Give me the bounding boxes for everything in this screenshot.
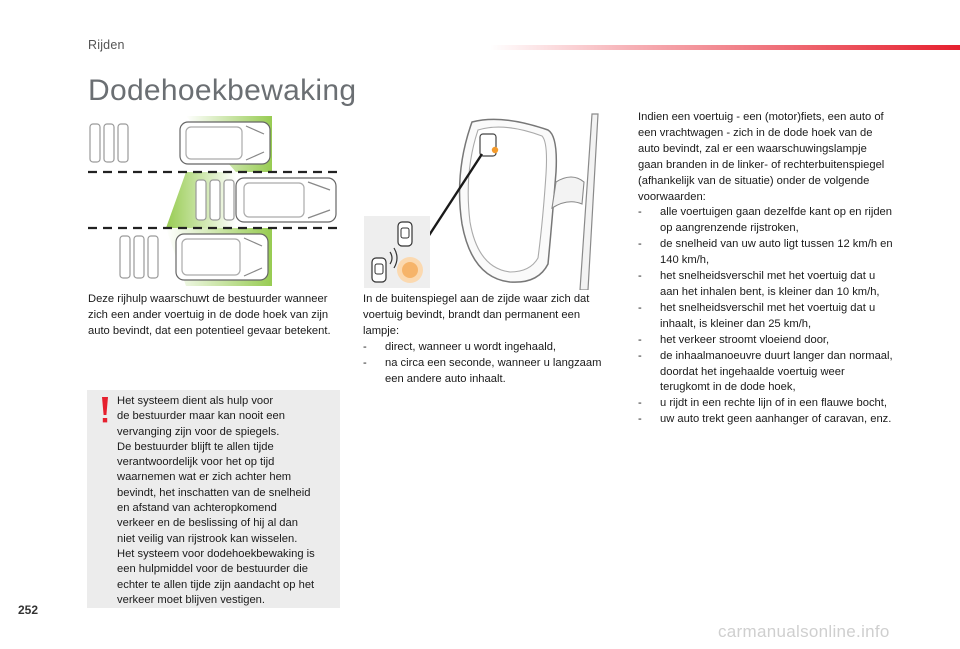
warning-line: verkeer moet blijven vestigen. bbox=[117, 593, 265, 606]
list-item bbox=[638, 205, 894, 237]
bullet-dash: - bbox=[638, 206, 642, 219]
warning-line: Het systeem dient als hulp voor bbox=[117, 395, 274, 407]
list-item-text: na circa een seconde, wanneer u langzaam een andere auto inhaalt. bbox=[385, 356, 602, 385]
list-item bbox=[638, 333, 894, 349]
bullet-dash: - bbox=[638, 238, 642, 251]
warning-line: De bestuurder blijft te allen tijde bbox=[117, 440, 274, 453]
mirror-indicator-figure bbox=[362, 112, 600, 290]
list-item bbox=[638, 237, 894, 269]
list-item-text: alle voertuigen gaan dezelfde kant op en rijden op aangrenzende rijstroken, bbox=[660, 206, 892, 235]
warning-line: niet veilig van rijstrook kan wisselen. bbox=[117, 532, 298, 545]
bullet-dash: - bbox=[638, 301, 642, 314]
intro-paragraph: Deze rijhulp waarschuwt de bestuurder wanneer zich een ander voertuig in de dode hoek van zijn auto bevindt, dat een potentieel gevaar betekent. bbox=[88, 293, 331, 337]
intro-text-block bbox=[88, 292, 348, 340]
bullet-dash: - bbox=[363, 356, 367, 369]
list-item-text: het snelheidsverschil met het voertuig dat u aan het inhalen bent, is kleiner dan 10 km/h, bbox=[660, 270, 880, 298]
bullet-dash: - bbox=[638, 349, 642, 362]
bullet-dash: - bbox=[638, 333, 642, 346]
bullet-dash: - bbox=[363, 340, 367, 353]
list-item bbox=[638, 412, 894, 428]
warning-line: vervanging zijn voor de spiegels. bbox=[117, 425, 280, 438]
page-title: Dodehoekbewaking bbox=[88, 74, 357, 107]
header-rule bbox=[490, 45, 960, 50]
conditions-bullet-list bbox=[638, 205, 894, 428]
blind-spot-zones-figure bbox=[86, 114, 342, 289]
list-item-text: u rijdt in een rechte lijn of in een flauwe bocht, bbox=[660, 397, 887, 410]
list-item bbox=[638, 396, 894, 412]
watermark: carmanualsonline.info bbox=[718, 622, 890, 641]
warning-box bbox=[87, 390, 340, 608]
warning-line: verkeer en de beslissing of hij al dan bbox=[117, 517, 298, 530]
warning-text bbox=[117, 394, 337, 608]
warning-line: een hulpmiddel voor de bestuurder die bbox=[117, 563, 308, 576]
mirror-intro: In de buitenspiegel aan de zijde waar zich dat voertuig bevindt, brandt dan permanent een lampje: bbox=[363, 293, 590, 337]
list-item-text: uw auto trekt geen aanhanger of caravan, enz. bbox=[660, 413, 892, 426]
warning-line: verantwoordelijk voor het op tijd bbox=[117, 456, 275, 469]
warning-line: waarnemen wat er zich achter hem bbox=[117, 471, 292, 484]
warning-line: Het systeem voor dodehoekbewaking is bbox=[117, 547, 315, 560]
list-item bbox=[363, 356, 613, 388]
bullet-dash: - bbox=[638, 397, 642, 410]
list-item-text: het snelheidsverschil met het voertuig dat u inhaalt, is kleiner dan 25 km/h, bbox=[660, 301, 876, 330]
bullet-dash: - bbox=[638, 413, 642, 426]
warning-line: echter te allen tijde zijn aandacht op het bbox=[117, 578, 315, 591]
list-item bbox=[638, 301, 894, 333]
list-item-text: de snelheid van uw auto ligt tussen 12 km/h en 140 km/h, bbox=[660, 238, 893, 267]
page-number: 252 bbox=[18, 603, 39, 617]
conditions-intro: Indien een voertuig - een (motor)fiets, een auto of een vrachtwagen - zich in de dode hoek van de auto bevindt, zal er een waarschuwingslampje gaan branden in de linker- of rechterbuitenspiegel (afhankelijk van de situatie) onder de volgende voorwaarden: bbox=[638, 111, 885, 203]
mirror-bullet-list bbox=[363, 340, 613, 388]
warning-line: bevindt, het inschatten van de snelheid bbox=[117, 486, 311, 499]
warning-line: en afstand van achteropkomend bbox=[117, 502, 277, 515]
list-item-text: direct, wanneer u wordt ingehaald, bbox=[385, 340, 557, 353]
list-item-text: het verkeer stroomt vloeiend door, bbox=[660, 333, 830, 346]
bullet-dash: - bbox=[638, 270, 642, 283]
list-item-text: de inhaalmanoeuvre duurt langer dan normaal, doordat het ingehaalde voertuig weer terugkomt in de dode hoek, bbox=[660, 349, 893, 394]
section-label: Rijden bbox=[88, 38, 125, 52]
list-item bbox=[638, 269, 894, 301]
exclamation-mark-icon bbox=[99, 396, 111, 424]
list-item bbox=[638, 349, 894, 397]
list-item bbox=[363, 340, 613, 356]
warning-line: de bestuurder maar kan nooit een bbox=[117, 410, 285, 423]
mirror-text-block bbox=[363, 292, 613, 387]
conditions-text-block bbox=[638, 110, 894, 428]
